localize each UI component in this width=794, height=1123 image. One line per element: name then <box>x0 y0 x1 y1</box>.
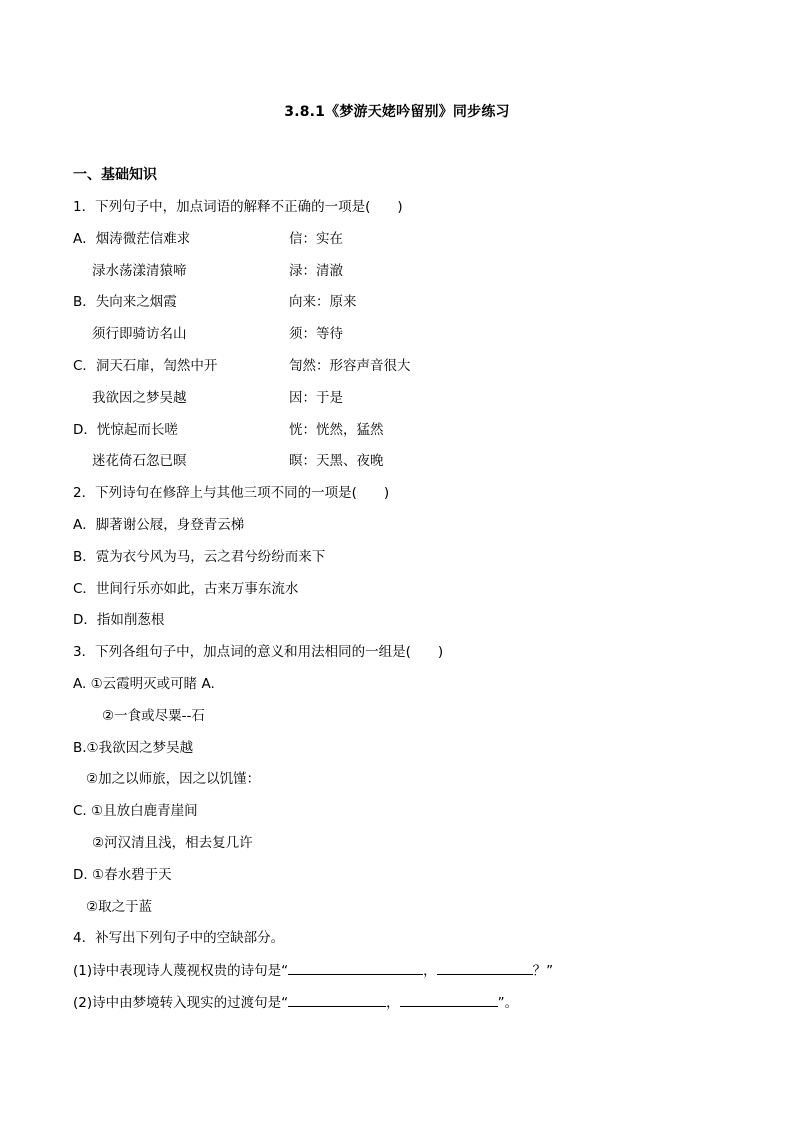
q3-option-d1: D. ①春水碧于天 <box>73 867 172 883</box>
q1-option-c-right: 訇然：形容声音很大 <box>289 358 411 374</box>
q2-option-b: B．霓为衣兮风为马，云之君兮纷纷而来下 <box>73 549 326 565</box>
answer-blank[interactable] <box>400 992 498 1007</box>
q1-option-d-left: D．恍惊起而长嗟 <box>73 422 178 438</box>
q1-option-d-right: 恍：恍然，猛然 <box>289 422 384 438</box>
q1-option-b2-right: 须：等待 <box>289 326 343 342</box>
answer-blank[interactable] <box>437 960 533 975</box>
question-2-stem: 2．下列诗句在修辞上与其他三项不同的一项是( ) <box>73 485 390 501</box>
q4-item-1-prefix: (1)诗中表现诗人蔑视权贵的诗句是“ <box>73 963 289 979</box>
q3-option-c1: C. ①且放白鹿青崖间 <box>73 803 198 819</box>
q4-item-2 <box>73 992 518 1013</box>
question-3-stem: 3．下列各组句子中，加点词的意义和用法相同的一组是( ) <box>73 644 444 660</box>
q3-option-a2: ②一食或尽粟--石 <box>102 708 205 724</box>
q1-option-b2-left: 须行即骑访名山 <box>92 326 187 342</box>
q1-option-a2-right: 渌：清澈 <box>289 263 343 279</box>
q2-option-d: D．指如削葱根 <box>73 612 165 628</box>
q1-option-b-right: 向来：原来 <box>289 294 357 310</box>
q1-option-a-right: 信：实在 <box>289 231 343 247</box>
q3-option-c2: ②河汉清且浅，相去复几许 <box>92 835 253 851</box>
q4-item-1-separator: ， <box>423 963 437 979</box>
answer-blank[interactable] <box>288 992 386 1007</box>
q4-item-1-suffix: ？” <box>532 963 554 979</box>
q2-option-a: A．脚著谢公屐，身登青云梯 <box>73 517 245 533</box>
q2-option-c: C．世间行乐亦如此，古来万事东流水 <box>73 581 299 597</box>
question-1-stem: 1．下列句子中，加点词语的解释不正确的一项是( ) <box>73 199 403 215</box>
q1-option-a-left: A．烟涛微茫信难求 <box>73 231 191 247</box>
q1-option-b-left: B．失向来之烟霞 <box>73 294 177 310</box>
q4-item-2-suffix: ”。 <box>497 995 519 1011</box>
q1-option-a2-left: 渌水荡漾清猿啼 <box>92 263 187 279</box>
q1-option-d2-left: 迷花倚石忽已暝 <box>92 453 187 469</box>
q4-item-2-separator: ， <box>386 995 400 1011</box>
answer-blank[interactable] <box>288 960 423 975</box>
q1-option-c2-right: 因：于是 <box>289 390 343 406</box>
q1-option-c-left: C．洞天石扉，訇然中开 <box>73 358 218 374</box>
section-heading: 一、基础知识 <box>73 167 157 183</box>
q3-option-d2: ②取之于蓝 <box>86 899 153 915</box>
q3-option-a1: A. ①云霞明灭或可睹 A. <box>73 676 215 692</box>
document-title: 3.8.1《梦游天姥吟留别》同步练习 <box>284 104 510 120</box>
question-4-stem: 4．补写出下列句子中的空缺部分。 <box>73 930 285 946</box>
q3-option-b2: ②加之以师旅，因之以饥馑： <box>86 771 261 787</box>
q3-option-b1: B.①我欲因之梦吴越 <box>73 740 194 756</box>
q1-option-d2-right: 暝：天黑、夜晚 <box>289 453 384 469</box>
q1-option-c2-left: 我欲因之梦吴越 <box>92 390 187 406</box>
q4-item-1 <box>73 960 553 981</box>
q4-item-2-prefix: (2)诗中由梦境转入现实的过渡句是“ <box>73 995 289 1011</box>
